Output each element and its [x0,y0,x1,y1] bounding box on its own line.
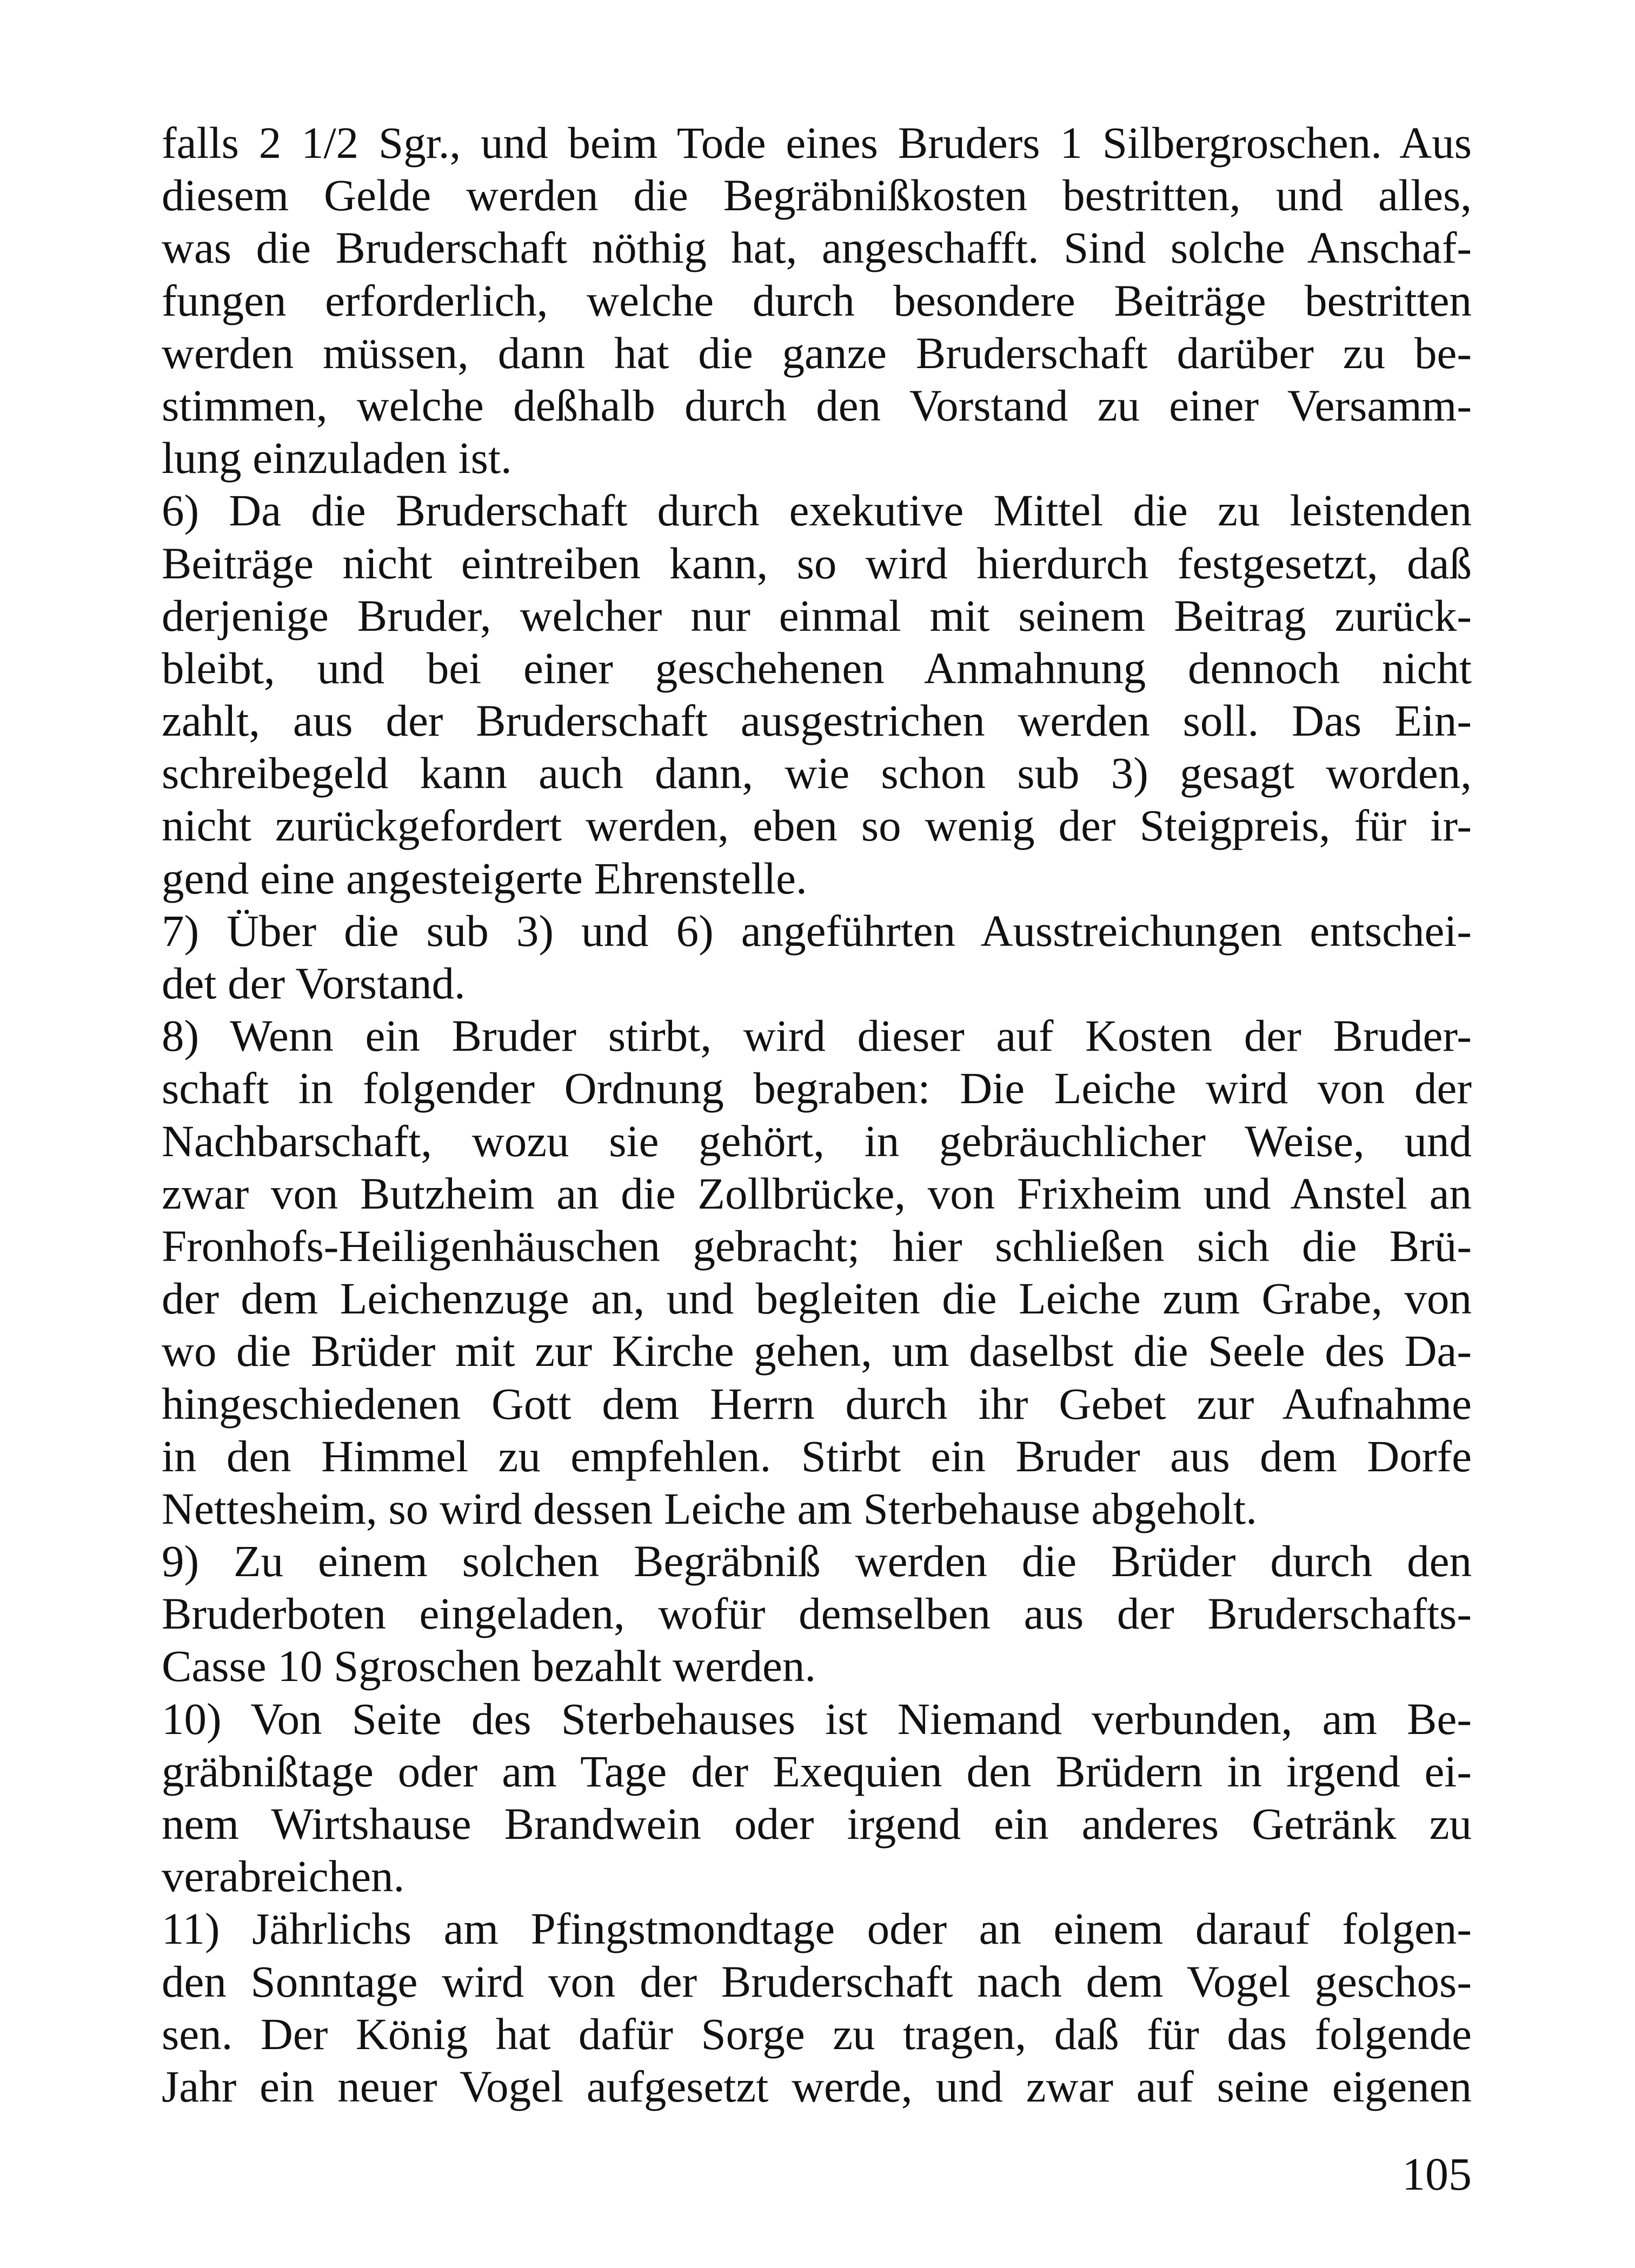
text-line: 7) Über die sub 3) und 6) angeführten Ausstreichungen entschei- [162,905,1472,956]
text-line: 11) Jährlichs am Pfingstmondtage oder an einem darauf folgen- [162,1904,1472,1954]
page-number: 105 [1402,2148,1472,2200]
body-text [162,117,1472,2113]
text-line: Nachbarschaft, wozu sie gehört, in gebräuchlicher Weise, und [162,1116,1472,1166]
text-line: Nettesheim, so wird dessen Leiche am Sterbehause abgeholt. [162,1483,1257,1533]
text-line: Bruderboten eingeladen, wofür demselben aus der Bruderschafts- [162,1589,1472,1639]
text-line: falls 2 1/2 Sgr., und beim Tode eines Bruders 1 Silbergroschen. Aus [162,118,1472,168]
text-line: Jahr ein neuer Vogel aufgesetzt werde, und zwar auf seine eigenen [162,2061,1472,2111]
text-line: in den Himmel zu empfehlen. Stirbt ein Bruder aus dem Dorfe [162,1431,1472,1481]
text-line: derjenige Bruder, welcher nur einmal mit seinem Beitrag zurück- [162,590,1472,641]
text-line: Fronhofs-Heiligenhäuschen gebracht; hier schließen sich die Brü- [162,1220,1472,1271]
text-line: diesem Gelde werden die Begräbnißkosten bestritten, und alles, [162,170,1472,221]
text-line: 9) Zu einem solchen Begräbniß werden die Brüder durch den [162,1536,1472,1586]
text-line: Beiträge nicht eintreiben kann, so wird hierdurch festgesetzt, daß [162,538,1472,588]
text-line: nicht zurückgefordert werden, eben so wenig der Steigpreis, für ir- [162,801,1472,851]
text-line: bleibt, und bei einer geschehenen Anmahnung dennoch nicht [162,643,1472,693]
text-line: 8) Wenn ein Bruder stirbt, wird dieser auf Kosten der Bruder- [162,1011,1472,1061]
text-line: zwar von Butzheim an die Zollbrücke, von Frixheim und Anstel an [162,1168,1472,1218]
text-line: hingeschiedenen Gott dem Herrn durch ihr Gebet zur Aufnahme [162,1378,1472,1429]
text-line: 6) Da die Bruderschaft durch exekutive Mittel die zu leistenden [162,485,1472,536]
text-line: den Sonntage wird von der Bruderschaft nach dem Vogel geschos- [162,1956,1472,2006]
text-line: nem Wirtshause Brandwein oder irgend ein anderes Getränk zu [162,1799,1472,1849]
text-line: der dem Leichenzuge an, und begleiten die Leiche zum Grabe, von [162,1273,1472,1324]
text-line: 10) Von Seite des Sterbehauses ist Niemand verbunden, am Be- [162,1693,1472,1744]
text-line: verabreichen. [162,1851,405,1902]
text-line: zahlt, aus der Bruderschaft ausgestrichen werden soll. Das Ein- [162,696,1472,746]
text-line: gräbnißtage oder am Tage der Exequien den Brüdern in irgend ei- [162,1746,1472,1796]
text-line: werden müssen, dann hat die ganze Bruderschaft darüber zu be- [162,328,1472,378]
text-line: schreibegeld kann auch dann, wie schon sub 3) gesagt worden, [162,748,1472,798]
text-line: det der Vorstand. [162,958,466,1008]
text-line: fungen erforderlich, welche durch besondere Beiträge bestritten [162,275,1472,325]
text-line: wo die Brüder mit zur Kirche gehen, um daselbst die Seele des Da- [162,1326,1472,1376]
text-line: Casse 10 Sgroschen bezahlt werden. [162,1641,816,1691]
text-line: sen. Der König hat dafür Sorge zu tragen, daß für das folgende [162,2009,1472,2059]
text-line: schaft in folgender Ordnung begraben: Die Leiche wird von der [162,1063,1472,1113]
text-line: gend eine angesteigerte Ehrenstelle. [162,853,807,903]
text-line: lung einzuladen ist. [162,433,512,483]
text-line: was die Bruderschaft nöthig hat, angeschafft. Sind solche Anschaf- [162,223,1472,273]
text-line: stimmen, welche deßhalb durch den Vorstand zu einer Versamm- [162,380,1472,430]
